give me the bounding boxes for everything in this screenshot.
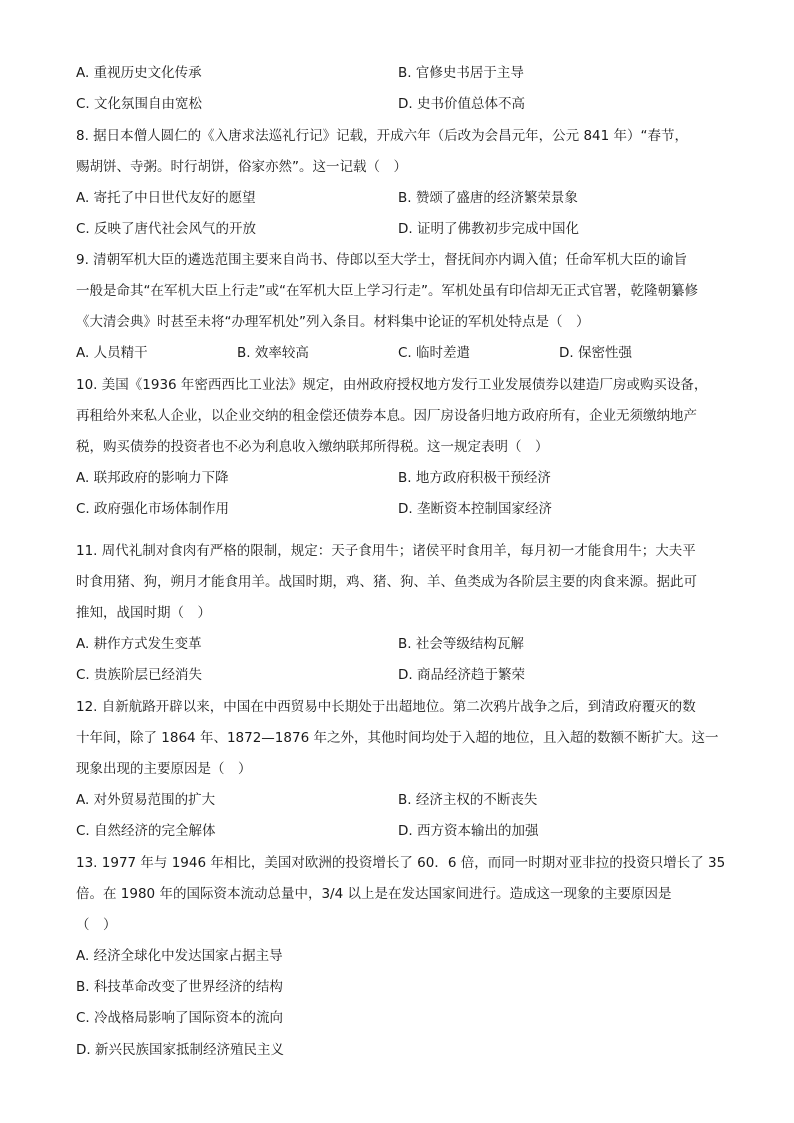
q7-option-b: B. 官修史书居于主导 <box>398 65 524 81</box>
q7-option-c: C. 文化氛围自由宽松 <box>76 96 203 112</box>
q11-option-b: B. 社会等级结构瓦解 <box>398 636 524 652</box>
q11-option-c: C. 贵族阶层已经消失 <box>76 667 203 683</box>
q8-option-c: C. 反映了唐代社会风气的开放 <box>76 221 257 237</box>
q13-option-a: A. 经济全球化中发达国家占据主导 <box>76 948 283 964</box>
q12-stem-line-3: 现象出现的主要原因是（ ） <box>76 761 252 777</box>
q13-stem-line-3: （ ） <box>76 917 117 933</box>
q8-option-b: B. 赞颂了盛唐的经济繁荣景象 <box>398 190 578 206</box>
q9-option-c: C. 临时差遣 <box>398 345 471 361</box>
q8-stem-line-1: 8. 据日本僧人圆仁的《入唐求法巡礼行记》记载，开成六年（后改为会昌元年，公元 841 年）“春节， <box>76 128 689 144</box>
q8-option-a: A. 寄托了中日世代友好的愿望 <box>76 190 256 206</box>
q10-stem-line-2: 再租给外来私人企业，以企业交纳的租金偿还债券本息。因厂房设备归地方政府所有，企业无须缴纳地产 <box>76 408 697 424</box>
q9-option-a: A. 人员精干 <box>76 345 148 361</box>
q13-stem-line-2: 倍。在 1980 年的国际资本流动总量中，3/4 以上是在发达国家间进行。造成这一现象的主要原因是 <box>76 886 672 902</box>
q13-option-c: C. 冷战格局影响了国际资本的流向 <box>76 1010 284 1026</box>
q9-option-b: B. 效率较高 <box>237 345 309 361</box>
q13-option-b: B. 科技革命改变了世界经济的结构 <box>76 979 283 995</box>
q11-stem-line-2: 时食用猪、狗，朔月才能食用羊。战国时期，鸡、猪、狗、羊、鱼类成为各阶层主要的肉食来源。据此可 <box>76 574 697 590</box>
q12-stem-line-1: 12. 自新航路开辟以来，中国在中西贸易中长期处于出超地位。第二次鸦片战争之后，到清政府覆灭的数 <box>76 699 696 715</box>
q12-option-b: B. 经济主权的不断丧失 <box>398 792 538 808</box>
q12-option-a: A. 对外贸易范围的扩大 <box>76 792 216 808</box>
q9-stem-line-3: 《大清会典》时甚至未将“办理军机处”列入条目。材料集中论证的军机处特点是（ ） <box>76 314 590 330</box>
q12-stem-line-2: 十年间，除了 1864 年、1872—1876 年之外，其他时间均处于入超的地位，且入超的数额不断扩大。这一 <box>76 730 719 746</box>
q11-stem-line-3: 推知，战国时期（ ） <box>76 605 211 621</box>
q11-option-a: A. 耕作方式发生变革 <box>76 636 202 652</box>
q9-stem-line-2: 一般是命其“在军机大臣上行走”或“在军机大臣上学习行走”。军机处虽有印信却无正式官署，乾隆朝纂修 <box>76 283 698 299</box>
q8-option-d: D. 证明了佛教初步完成中国化 <box>398 221 579 237</box>
q13-option-d: D. 新兴民族国家抵制经济殖民主义 <box>76 1042 284 1058</box>
q12-option-d: D. 西方资本输出的加强 <box>398 823 539 839</box>
q7-option-d: D. 史书价值总体不高 <box>398 96 525 112</box>
q11-option-d: D. 商品经济趋于繁荣 <box>398 667 525 683</box>
q10-option-d: D. 垄断资本控制国家经济 <box>398 501 552 517</box>
q10-stem-line-3: 税，购买债券的投资者也不必为利息收入缴纳联邦所得税。这一规定表明（ ） <box>76 439 549 455</box>
q11-stem-line-1: 11. 周代礼制对食肉有严格的限制，规定：天子食用牛；诸侯平时食用羊，每月初一才能食用牛；大夫平 <box>76 543 696 559</box>
q9-option-d: D. 保密性强 <box>559 345 632 361</box>
q8-stem-line-2: 赐胡饼、寺粥。时行胡饼，俗家亦然”。这一记载（ ） <box>76 159 407 175</box>
q10-option-b: B. 地方政府积极干预经济 <box>398 470 551 486</box>
q9-stem-line-1: 9. 清朝军机大臣的遴选范围主要来自尚书、侍郎以至大学士，督抚间亦内调入值；任命军机大臣的谕旨 <box>76 252 688 268</box>
q7-option-a: A. 重视历史文化传承 <box>76 65 202 81</box>
q13-stem-line-1: 13. 1977 年与 1946 年相比，美国对欧洲的投资增长了 60．6 倍，而同一时期对亚非拉的投资只增长了 35 <box>76 855 726 871</box>
q10-stem-line-1: 10. 美国《1936 年密西西比工业法》规定，由州政府授权地方发行工业发展债券以建造厂房或购买设备， <box>76 377 708 393</box>
q10-option-c: C. 政府强化市场体制作用 <box>76 501 230 517</box>
q12-option-c: C. 自然经济的完全解体 <box>76 823 216 839</box>
q10-option-a: A. 联邦政府的影响力下降 <box>76 470 229 486</box>
